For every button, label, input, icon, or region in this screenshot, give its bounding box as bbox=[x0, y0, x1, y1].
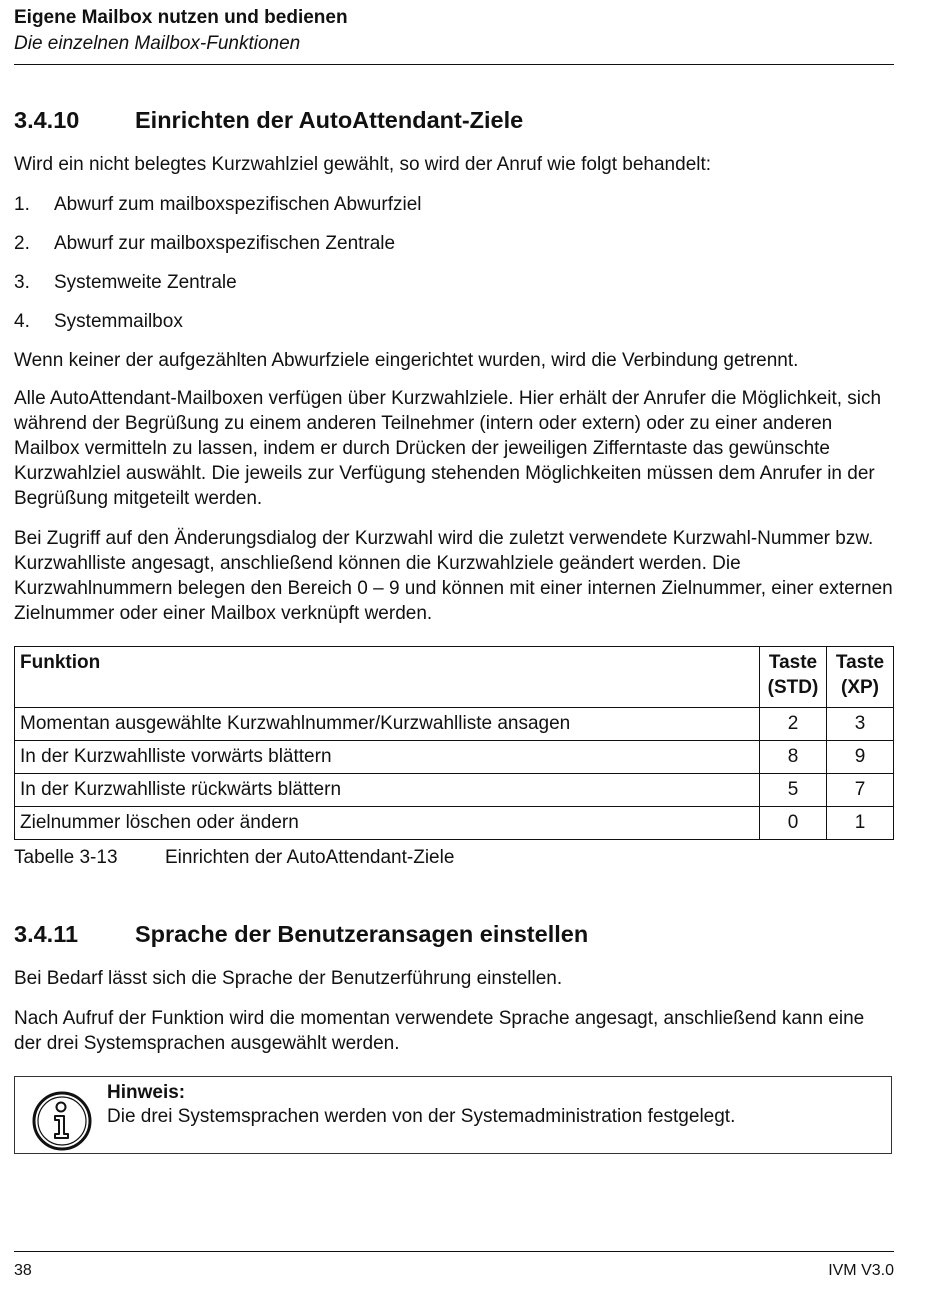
list-item-number: 3. bbox=[14, 272, 30, 293]
header-divider bbox=[14, 64, 894, 65]
table-caption bbox=[14, 847, 454, 869]
cell-function: Momentan ausgewählte Kurzwahlnummer/Kurzwahlliste ansagen bbox=[15, 708, 760, 741]
table-caption-label: Tabelle 3-13 bbox=[14, 847, 118, 868]
cell-function: Zielnummer löschen oder ändern bbox=[15, 807, 760, 840]
column-header-std: Taste (STD) bbox=[760, 647, 827, 708]
list-item-text: Abwurf zum mailboxspezifischen Abwurfziel bbox=[54, 194, 422, 215]
table-row bbox=[15, 708, 894, 741]
cell-key-std: 0 bbox=[760, 807, 827, 840]
table-row bbox=[15, 741, 894, 774]
list-item-number: 2. bbox=[14, 233, 30, 254]
cell-key-std: 5 bbox=[760, 774, 827, 807]
list-item bbox=[14, 270, 237, 295]
cell-key-xp: 7 bbox=[827, 774, 894, 807]
section-number: 3.4.11 bbox=[14, 921, 79, 947]
cell-key-xp: 9 bbox=[827, 741, 894, 774]
page-number: 38 bbox=[14, 1262, 32, 1279]
cell-function: In der Kurzwahlliste rückwärts blättern bbox=[15, 774, 760, 807]
list-item-number: 4. bbox=[14, 311, 30, 332]
paragraph-disconnect: Wenn keiner der aufgezählten Abwurfziele eingerichtet wurden, wird die Verbindung getrennt. bbox=[14, 350, 799, 371]
list-item-number: 1. bbox=[14, 194, 30, 215]
function-key-table bbox=[14, 646, 894, 840]
section-title: Einrichten der AutoAttendant-Ziele bbox=[135, 107, 524, 133]
cell-function: In der Kurzwahlliste vorwärts blättern bbox=[15, 741, 760, 774]
list-item-text: Abwurf zur mailboxspezifischen Zentrale bbox=[54, 233, 396, 254]
running-header-title: Eigene Mailbox nutzen und bedienen bbox=[14, 7, 348, 28]
cell-key-xp: 1 bbox=[827, 807, 894, 840]
footer-divider bbox=[14, 1251, 894, 1252]
paragraph-language-select: Nach Aufruf der Funktion wird die momentan verwendete Sprache angesagt, anschließend kann eine der drei Systemsprachen ausgewählt werden. bbox=[14, 1008, 865, 1054]
product-version: IVM V3.0 bbox=[828, 1262, 894, 1279]
cell-key-std: 2 bbox=[760, 708, 827, 741]
list-item bbox=[14, 309, 183, 334]
note-label: Hinweis: bbox=[107, 1082, 186, 1103]
column-header-xp: Taste (XP) bbox=[827, 647, 894, 708]
cell-key-xp: 3 bbox=[827, 708, 894, 741]
note-box bbox=[14, 1076, 892, 1154]
paragraph-language-need: Bei Bedarf lässt sich die Sprache der Benutzerführung einstellen. bbox=[14, 968, 563, 989]
table-caption-text: Einrichten der AutoAttendant-Ziele bbox=[165, 847, 455, 868]
info-icon bbox=[31, 1090, 93, 1152]
section-intro: Wird ein nicht belegtes Kurzwahlziel gewählt, so wird der Anruf wie folgt behandelt: bbox=[14, 154, 712, 175]
table-row bbox=[15, 807, 894, 840]
note-text: Die drei Systemsprachen werden von der Systemadministration festgelegt. bbox=[107, 1106, 736, 1127]
table-row bbox=[15, 774, 894, 807]
paragraph-change-dialog: Bei Zugriff auf den Änderungsdialog der Kurzwahl wird die zuletzt verwendete Kurzwahl-Nummer bzw. Kurzwahlliste angesagt, anschließend können die Kurzwahlziele geändert werden. Die Kurzwahlnummern belegen den Bereich 0 – 9 und können mit einer internen Zielnummer, einer externen Zielnummer oder einer Mailbox verknüpft werden. bbox=[14, 528, 893, 624]
list-item bbox=[14, 231, 395, 256]
column-header-function: Funktion bbox=[15, 647, 760, 708]
list-item-text: Systemmailbox bbox=[54, 311, 183, 332]
cell-key-std: 8 bbox=[760, 741, 827, 774]
section-title: Sprache der Benutzeransagen einstellen bbox=[135, 921, 589, 947]
section-heading-3-4-10 bbox=[14, 107, 523, 134]
paragraph-speed-dial: Alle AutoAttendant-Mailboxen verfügen über Kurzwahlziele. Hier erhält der Anrufer die Möglichkeit, sich während der Begrüßung zu einem anderen Teilnehmer (intern oder extern) oder zu einer anderen Mailbox vermitteln zu lassen, indem er durch Drücken der jeweiligen Zifferntaste das gewünschte Kurzwahlziel auswählt. Die jeweils zur Verfügung stehenden Möglichkeiten müssen dem Anrufer in der Begrüßung mitgeteilt werden. bbox=[14, 388, 882, 509]
table-header-row bbox=[15, 647, 894, 708]
section-heading-3-4-11 bbox=[14, 921, 588, 948]
running-header-subtitle: Die einzelnen Mailbox-Funktionen bbox=[14, 33, 301, 54]
list-item-text: Systemweite Zentrale bbox=[54, 272, 237, 293]
list-item bbox=[14, 192, 422, 217]
section-number: 3.4.10 bbox=[14, 107, 80, 133]
